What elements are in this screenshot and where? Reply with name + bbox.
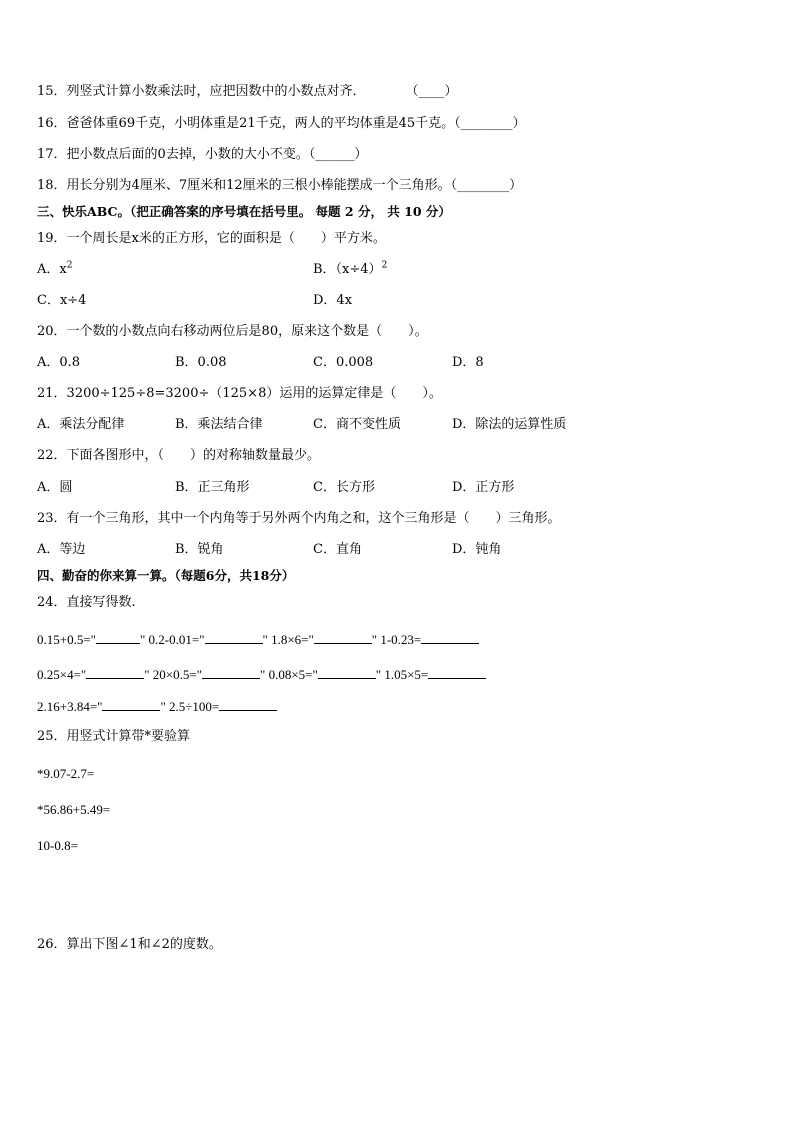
question-19-option-c[interactable]: C．x÷4 [37, 293, 87, 308]
answer-blank[interactable] [205, 631, 263, 644]
question-24-stem: 24．直接写得数. [37, 595, 136, 610]
q24-expr: 0.25×4=" [37, 667, 87, 682]
question-21-stem: 21．3200÷125÷8=3200÷（125×8）运用的运算定律是（ ）。 [37, 386, 442, 401]
question-23-option-b[interactable]: B．锐角 [175, 542, 224, 557]
question-26-stem: 26．算出下图∠1和∠2的度数。 [37, 937, 222, 952]
option-b-text: B．（x÷4） [313, 262, 382, 277]
answer-blank[interactable] [421, 631, 479, 644]
option-a-text: A．x [37, 262, 67, 277]
question-23-stem: 23．有一个三角形，其中一个内角等于另外两个内角之和，这个三角形是（ ）三角形。 [37, 511, 561, 526]
question-20-option-b[interactable]: B．0.08 [175, 355, 227, 370]
question-17 [37, 147, 367, 163]
superscript: 2 [381, 260, 388, 271]
question-25-stem: 25．用竖式计算带*要验算 [37, 729, 191, 744]
q24-row-3 [37, 698, 277, 715]
answer-blank[interactable] [96, 631, 140, 644]
answer-blank-18[interactable]: （________） [450, 178, 523, 193]
question-21-option-c[interactable]: C．商不变性质 [313, 417, 401, 432]
answer-blank[interactable] [428, 666, 486, 679]
question-16 [37, 116, 526, 132]
answer-blank[interactable] [219, 698, 277, 711]
question-19-option-d[interactable]: D．4x [313, 293, 353, 308]
answer-blank-17[interactable]: （______） [308, 147, 368, 162]
question-19-option-b[interactable] [313, 262, 387, 278]
question-21-option-a[interactable]: A．乘法分配律 [37, 417, 125, 432]
question-19-stem: 19．一个周长是x米的正方形，它的面积是（ ）平方米。 [37, 231, 386, 246]
question-23-option-c[interactable]: C．直角 [313, 542, 362, 557]
q24-expr: " 20×0.5=" [144, 667, 203, 682]
answer-blank[interactable] [318, 666, 376, 679]
q24-expr: " 2.5÷100= [160, 699, 220, 714]
q25-item-3[interactable]: 10-0.8= [37, 838, 78, 853]
q24-expr: " 1.8×6=" [262, 632, 314, 647]
answer-blank[interactable] [102, 698, 160, 711]
q24-expr: " 0.08×5=" [260, 667, 318, 682]
section-3-title: 三、快乐ABC。（把正确答案的序号填在括号里。 每题 2 分， 共 10 分） [37, 204, 451, 219]
q24-expr: " 0.2-0.01=" [139, 632, 205, 647]
question-22-option-b[interactable]: B．正三角形 [175, 480, 250, 495]
question-15-text: 15．列竖式计算小数乘法时，应把因数中的小数点对齐． [37, 84, 366, 99]
question-20-stem: 20．一个数的小数点向右移动两位后是80，原来这个数是（ ）。 [37, 324, 428, 339]
question-19-option-a[interactable] [37, 262, 72, 278]
section-4-title: 四、勤奋的你来算一算。（每题6分，共18分） [37, 568, 295, 583]
question-20-option-a[interactable]: A．0.8 [37, 355, 81, 370]
question-22-option-a[interactable]: A．圆 [37, 480, 73, 495]
question-20-option-c[interactable]: C．0.008 [313, 355, 374, 370]
q24-expr: 2.16+3.84=" [37, 699, 103, 714]
q24-expr: " 1.05×5= [375, 667, 429, 682]
q24-row-1 [37, 631, 479, 648]
answer-blank[interactable] [202, 666, 260, 679]
answer-blank-15[interactable]: （____） [405, 84, 458, 99]
q24-expr: 0.15+0.5=" [37, 632, 96, 647]
answer-blank[interactable] [86, 666, 144, 679]
question-21-option-b[interactable]: B．乘法结合律 [175, 417, 263, 432]
question-22-option-c[interactable]: C．长方形 [313, 480, 375, 495]
superscript: 2 [66, 260, 73, 271]
question-16-text: 16．爸爸体重69千克，小明体重是21千克，两人的平均体重是45千克。 [37, 116, 455, 131]
question-23-option-d[interactable]: D．钝角 [452, 542, 502, 557]
answer-blank[interactable] [314, 631, 372, 644]
question-22-stem: 22．下面各图形中，（ ）的对称轴数量最少。 [37, 448, 321, 463]
question-17-text: 17．把小数点后面的0去掉，小数的大小不变。 [37, 147, 309, 162]
question-20-option-d[interactable]: D．8 [452, 355, 484, 370]
q24-row-2 [37, 666, 486, 683]
q25-item-1[interactable]: *9.07-2.7= [37, 766, 95, 781]
q25-item-2[interactable]: *56.86+5.49= [37, 802, 111, 817]
question-18-text: 18．用长分别为4厘米、7厘米和12厘米的三根小棒能摆成一个三角形。 [37, 178, 451, 193]
q24-expr: " 1-0.23= [371, 632, 422, 647]
question-15 [37, 84, 458, 100]
question-22-option-d[interactable]: D．正方形 [452, 480, 515, 495]
question-23-option-a[interactable]: A．等边 [37, 542, 86, 557]
question-21-option-d[interactable]: D．除法的运算性质 [452, 417, 567, 432]
answer-blank-16[interactable]: （________） [454, 116, 526, 131]
question-18 [37, 178, 522, 194]
